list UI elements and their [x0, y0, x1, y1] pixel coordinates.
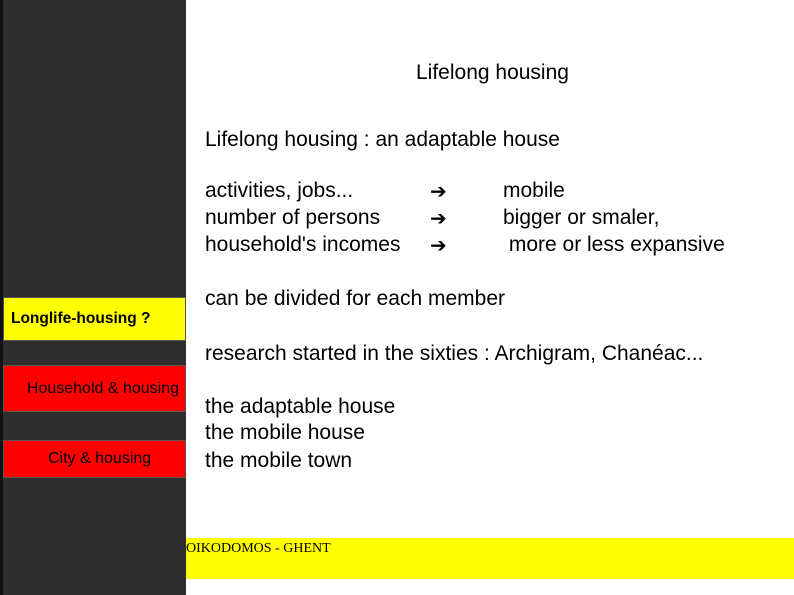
slide-title: Lifelong housing	[416, 61, 569, 84]
factor-result: mobile	[503, 179, 565, 202]
arrow-right-icon: ➔	[430, 235, 447, 257]
nav-button-city-housing[interactable]: City & housing	[3, 440, 186, 478]
divided-text: can be divided for each member	[205, 287, 505, 310]
arrow-right-icon: ➔	[430, 181, 447, 203]
list-item: the adaptable house	[205, 395, 396, 418]
factor-result: more or less expansive	[503, 233, 725, 256]
factor-label: number of persons	[205, 206, 381, 229]
factor-result: bigger or smaler,	[503, 206, 660, 229]
nav-button-longlife-housing[interactable]: Longlife-housing ?	[3, 297, 186, 341]
nav-button-household-housing[interactable]: Household & housing	[3, 365, 186, 412]
slide-subtitle: Lifelong housing : an adaptable house	[205, 128, 560, 151]
list-item: the mobile town	[205, 449, 353, 472]
list-item: the mobile house	[205, 421, 365, 444]
factor-label: household's incomes	[205, 233, 401, 256]
arrow-right-icon: ➔	[430, 208, 447, 230]
factor-label: activities, jobs...	[205, 179, 354, 202]
research-text: research started in the sixties : Archigram, Chanéac...	[205, 342, 704, 365]
footer-text: OIKODOMOS - GHENT	[186, 541, 331, 556]
